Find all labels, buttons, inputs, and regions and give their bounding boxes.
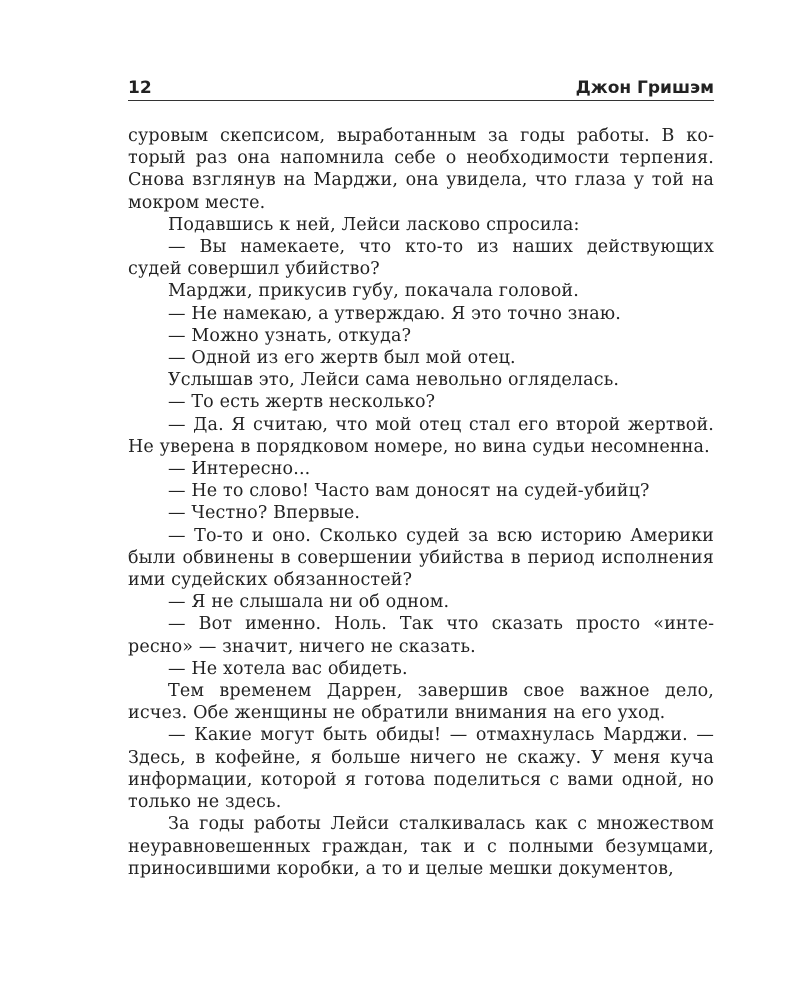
dialogue-line: — Не намекаю, а утверждаю. Я это точно знаю. [168,303,621,324]
dialogue-line: — Какие могут быть обиды! — отмахнулась Марджи. — Здесь, в кофейне, я больше ничего не скажу. У меня куча информации, которой я готова поделиться с вами одной, но только не здесь. [128,725,714,813]
dialogue-line: — Да. Я считаю, что мой отец стал его второй жертвой. Не уверена в порядковом номере, но вина судьи несомненна. [128,414,714,457]
dialogue-line: — Можно узнать, откуда? [168,325,412,346]
paragraph: За годы работы Лейси сталкивалась как с множеством неуравновешенных граждан, так и с полными безумцами, приносившими коробки, а то и целые мешки документов, [128,814,714,879]
paragraph-continuation: суровым скепсисом, выработанным за годы работы. В который раз она напомнила себе о необходимости терпения. Снова взглянув на Марджи, она увидела, что глаза у той на мокром месте. [128,126,714,213]
book-page [128,70,714,880]
dialogue-line: — Я не слышала ни об одном. [168,592,450,613]
dialogue-line: — Вы намекаете, что кто-то из наших действующих судей совершил убийство? [128,237,714,280]
dialogue-line: — Интересно... [168,459,311,480]
page-header [128,70,714,101]
paragraph: Подавшись к ней, Лейси ласково спросила: [168,214,580,235]
dialogue-line: — Не то слово! Часто вам доносят на судей-убийц? [168,481,650,502]
running-head-author: Джон Гришэм [575,78,714,98]
dialogue-line: — Вот именно. Ноль. Так что сказать просто «интересно» — значит, ничего не сказать. [128,614,714,657]
dialogue-line: — Честно? Впервые. [168,503,361,524]
dialogue-line: — То-то и оно. Сколько судей за всю историю Америки были обвинены в совершении убийства в период исполнения ими судейских обязанностей? [128,525,714,591]
paragraph: Тем временем Даррен, завершив свое важное дело, исчез. Обе женщины не обратили внимания на его уход. [128,681,714,724]
page-number: 12 [128,78,152,98]
dialogue-line: — То есть жертв несколько? [168,392,436,413]
paragraph: Марджи, прикусив губу, покачала головой. [168,281,579,302]
dialogue-line: — Одной из его жертв был мой отец. [168,348,516,369]
body-text [128,125,714,880]
dialogue-line: — Не хотела вас обидеть. [168,658,408,679]
paragraph: Услышав это, Лейси сама невольно огляделась. [168,370,620,391]
